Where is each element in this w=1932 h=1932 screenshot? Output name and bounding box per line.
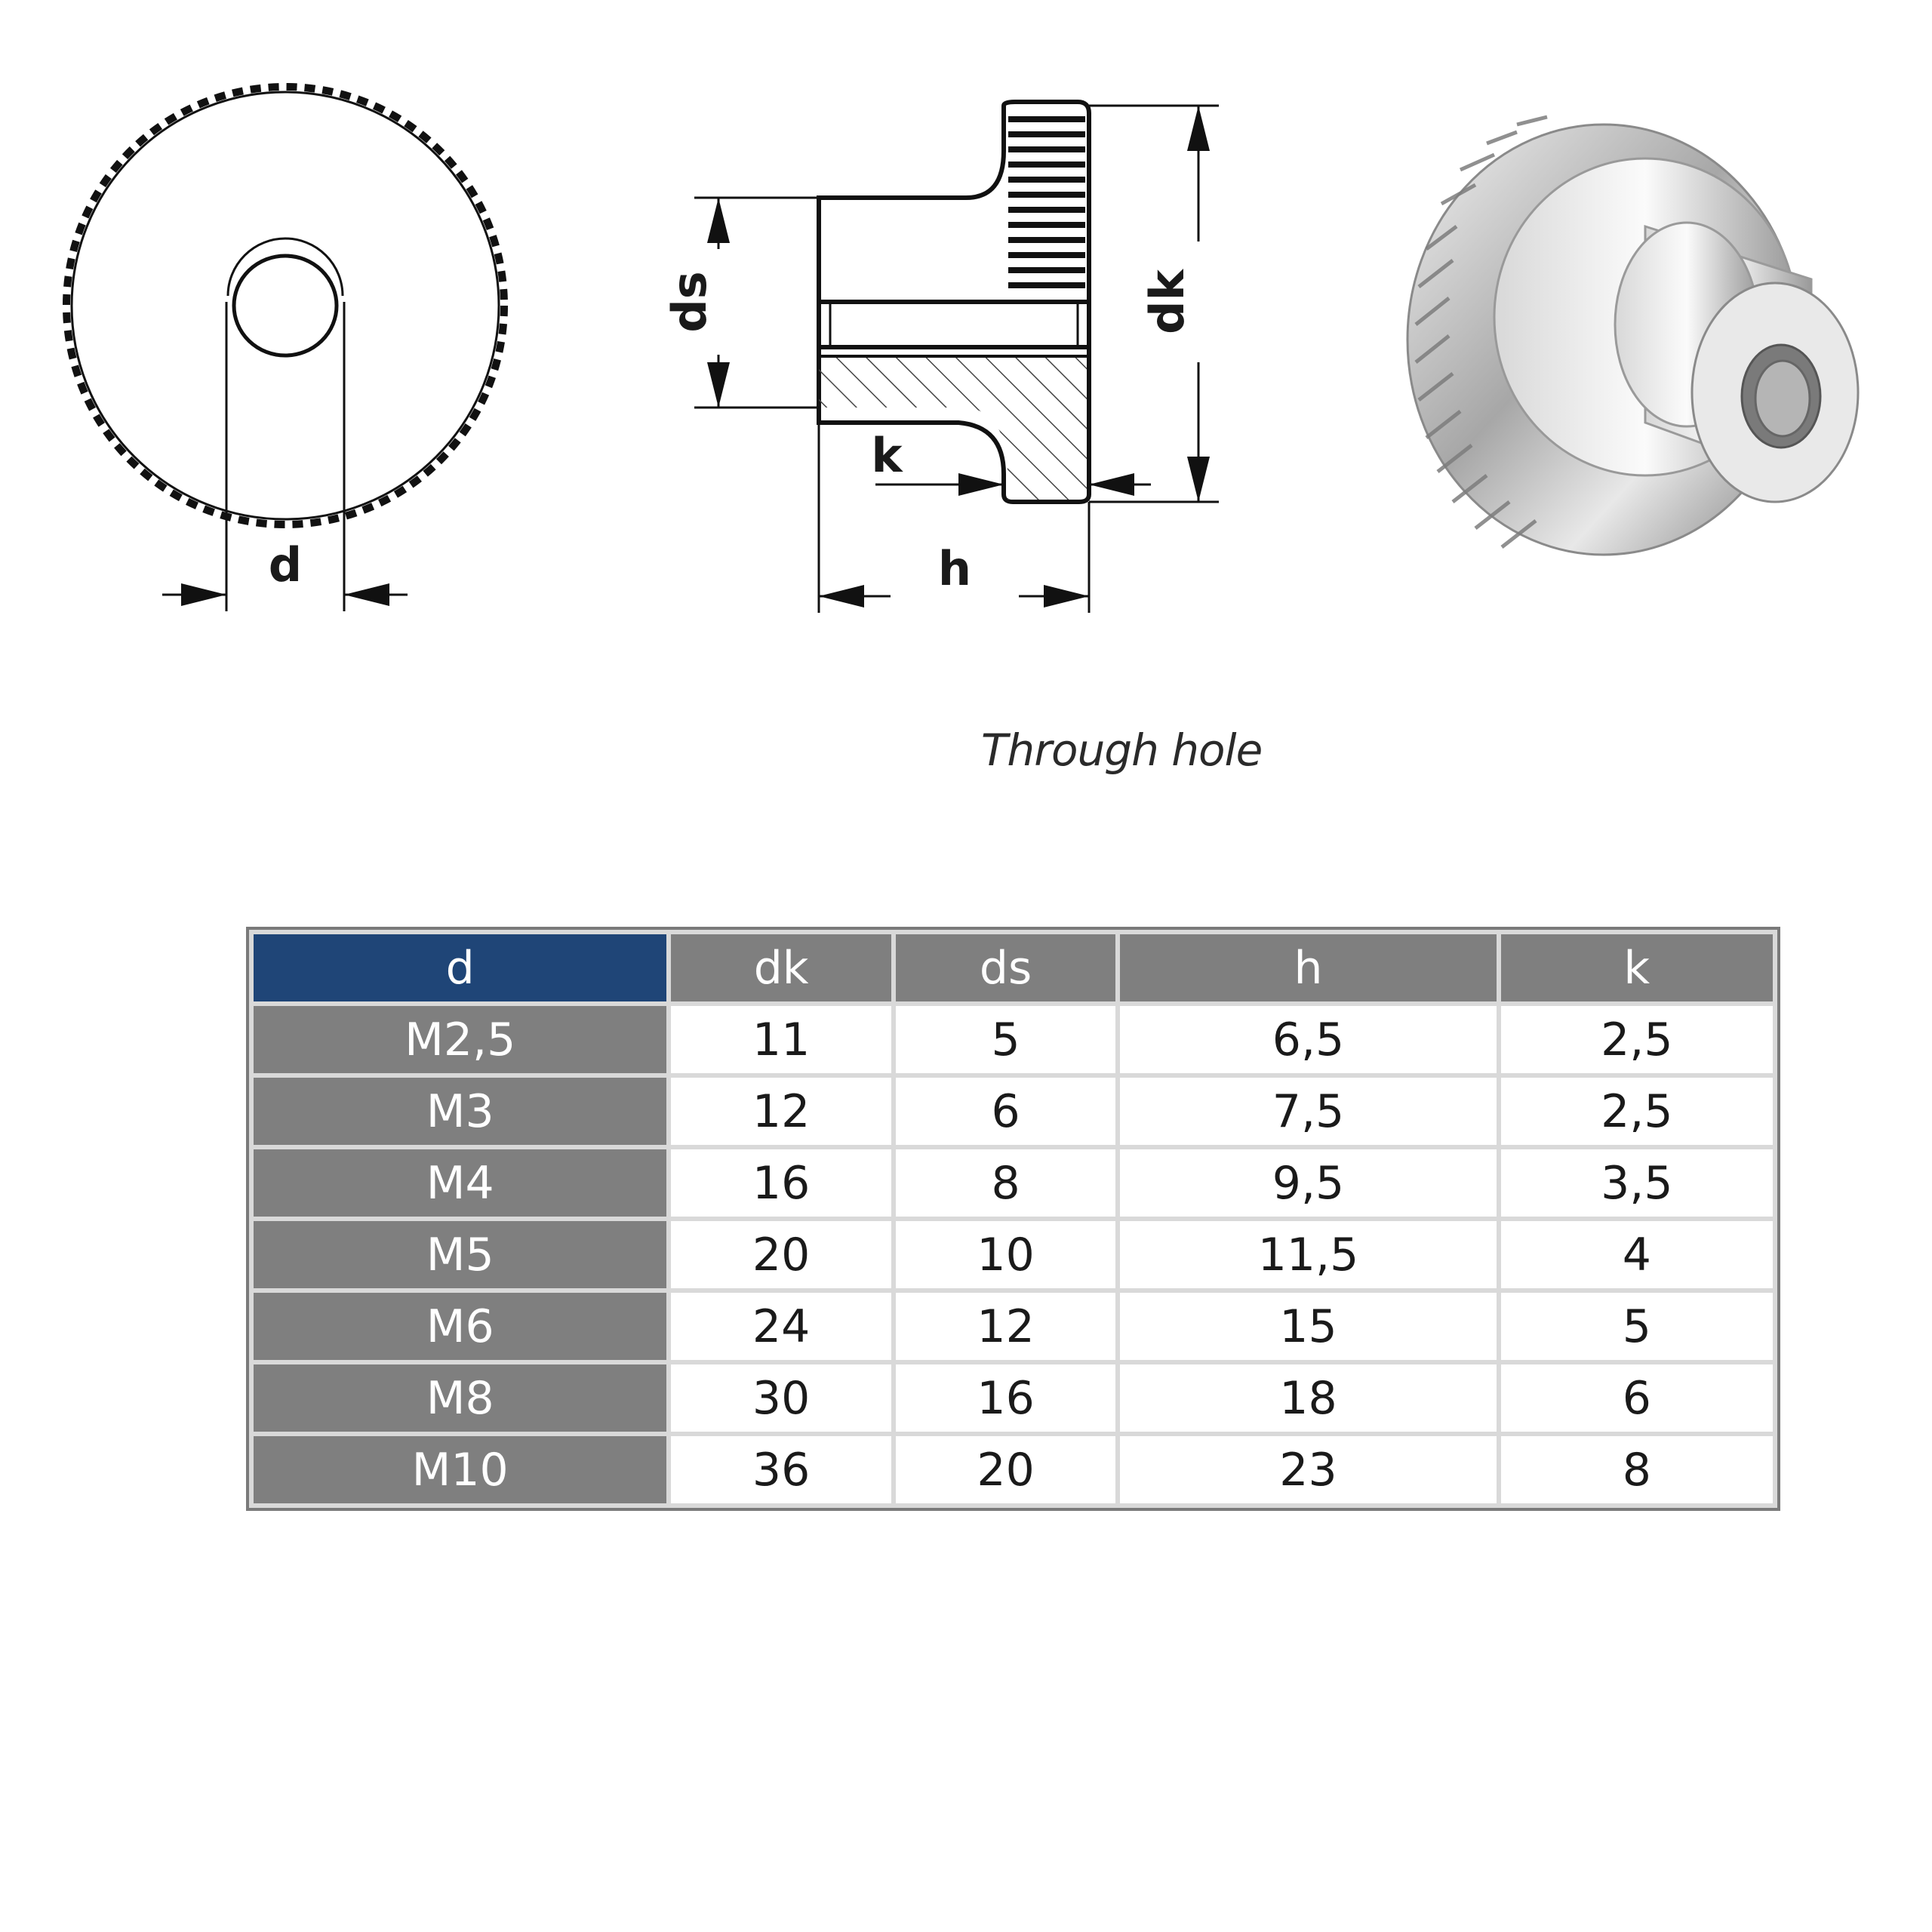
cell-ds: 16 — [894, 1362, 1118, 1434]
cell-ds: 5 — [894, 1004, 1118, 1075]
header-ds: ds — [894, 932, 1118, 1004]
side-view — [662, 102, 1219, 613]
dimension-table — [249, 930, 1777, 1508]
cell-d: M10 — [251, 1434, 669, 1506]
table-row — [251, 1147, 1775, 1219]
cell-dk: 16 — [669, 1147, 894, 1219]
cell-h: 6,5 — [1118, 1004, 1498, 1075]
cell-k: 3,5 — [1499, 1147, 1775, 1219]
technical-drawing — [0, 0, 1932, 830]
cell-h: 18 — [1118, 1362, 1498, 1434]
cell-h: 11,5 — [1118, 1219, 1498, 1291]
cell-d: M4 — [251, 1147, 669, 1219]
knurled-nut-photo — [1407, 117, 1858, 555]
cell-ds: 20 — [894, 1434, 1118, 1506]
cell-ds: 8 — [894, 1147, 1118, 1219]
cell-d: M2,5 — [251, 1004, 669, 1075]
cell-h: 23 — [1118, 1434, 1498, 1506]
table-row — [251, 1291, 1775, 1362]
cell-k: 2,5 — [1499, 1075, 1775, 1147]
table-row — [251, 1075, 1775, 1147]
cell-h: 9,5 — [1118, 1147, 1498, 1219]
cell-ds: 12 — [894, 1291, 1118, 1362]
cell-dk: 30 — [669, 1362, 894, 1434]
cell-dk: 36 — [669, 1434, 894, 1506]
cell-d: M5 — [251, 1219, 669, 1291]
front-d-label: d — [268, 537, 303, 592]
cell-ds: 6 — [894, 1075, 1118, 1147]
cell-dk: 24 — [669, 1291, 894, 1362]
cell-h: 7,5 — [1118, 1075, 1498, 1147]
table-row — [251, 1362, 1775, 1434]
cell-k: 8 — [1499, 1434, 1775, 1506]
cell-ds: 10 — [894, 1219, 1118, 1291]
cell-d: M6 — [251, 1291, 669, 1362]
header-d: d — [251, 932, 669, 1004]
cell-dk: 20 — [669, 1219, 894, 1291]
side-k-label: k — [871, 428, 903, 483]
table-row — [251, 1434, 1775, 1506]
cell-k: 6 — [1499, 1362, 1775, 1434]
side-ds-label: ds — [662, 271, 717, 333]
front-view — [66, 87, 504, 611]
table-row — [251, 1219, 1775, 1291]
table-header-row — [251, 932, 1775, 1004]
cell-k: 4 — [1499, 1219, 1775, 1291]
header-dk: dk — [669, 932, 894, 1004]
cell-dk: 12 — [669, 1075, 894, 1147]
caption: Through hole — [981, 724, 1263, 776]
header-h: h — [1118, 932, 1498, 1004]
cell-d: M8 — [251, 1362, 669, 1434]
cell-dk: 11 — [669, 1004, 894, 1075]
header-k: k — [1499, 932, 1775, 1004]
cell-k: 5 — [1499, 1291, 1775, 1362]
side-h-label: h — [937, 541, 972, 596]
cell-k: 2,5 — [1499, 1004, 1775, 1075]
cell-h: 15 — [1118, 1291, 1498, 1362]
cell-d: M3 — [251, 1075, 669, 1147]
side-dk-label: dk — [1140, 269, 1195, 334]
table-row — [251, 1004, 1775, 1075]
